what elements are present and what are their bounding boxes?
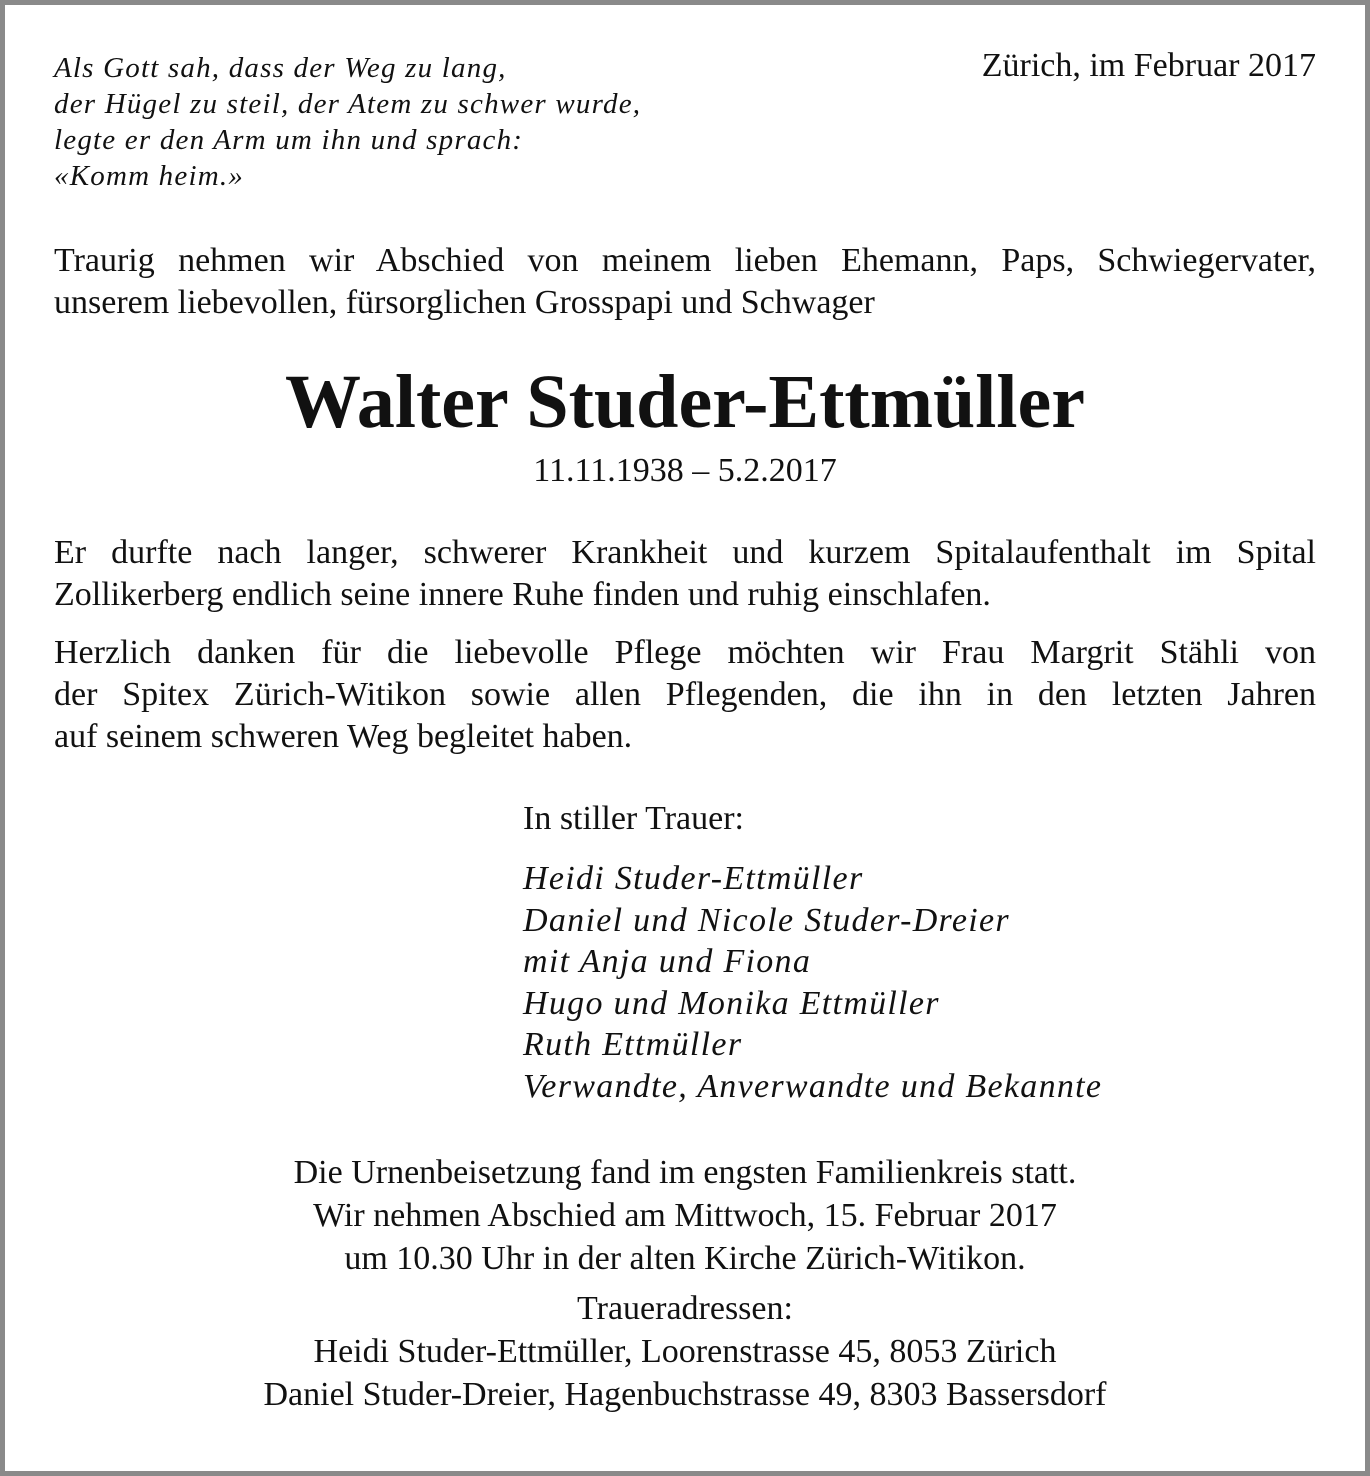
poem-line: der Hügel zu steil, der Atem zu schwer wurde,	[54, 88, 642, 120]
address-line: Heidi Studer-Ettmüller, Loorenstrasse 45, 8053 Zürich	[313, 1333, 1057, 1370]
mourning-label: In stiller Trauer:	[523, 800, 744, 837]
mourner-name: Daniel und Nicole Studer-Dreier	[523, 901, 1010, 939]
paragraph-line: Er durfte nach langer, schwerer Krankheit und kurzem Spitalaufenthalt im Spital	[54, 534, 1316, 571]
place-date: Zürich, im Februar 2017	[981, 47, 1316, 84]
paragraph-line: der Spitex Zürich-Witikon sowie allen Pflegenden, die ihn in den letzten Jahren	[54, 676, 1316, 713]
ceremony-info	[0, 1151, 1370, 1280]
mourner-name: Verwandte, Anverwandte und Bekannte	[523, 1067, 1103, 1105]
paragraph-line: Zollikerberg endlich seine innere Ruhe finden und ruhig einschlafen.	[54, 576, 991, 613]
address-line: Daniel Studer-Dreier, Hagenbuchstrasse 49, 8303 Bassersdorf	[263, 1376, 1107, 1413]
intro-line: Traurig nehmen wir Abschied von meinem lieben Ehemann, Paps, Schwiegervater,	[54, 242, 1316, 279]
mourning-addresses	[0, 1287, 1370, 1416]
ceremony-line: Wir nehmen Abschied am Mittwoch, 15. Februar 2017	[313, 1197, 1057, 1234]
mourner-name: Heidi Studer-Ettmüller	[523, 860, 864, 897]
poem-line: «Komm heim.»	[54, 160, 245, 192]
thanks-paragraph	[54, 632, 1316, 758]
mourner-name: Hugo und Monika Ettmüller	[523, 984, 940, 1022]
poem-line: legte er den Arm um ihn und sprach:	[54, 124, 524, 156]
poem	[54, 50, 641, 194]
mourners-list	[523, 858, 1102, 1107]
addresses-label: Traueradressen:	[577, 1290, 793, 1327]
intro-line: unserem liebevollen, fürsorglichen Grosspapi und Schwager	[54, 284, 875, 321]
mourner-name: Ruth Ettmüller	[523, 1026, 743, 1063]
ceremony-line: um 10.30 Uhr in der alten Kirche Zürich-Witikon.	[344, 1240, 1026, 1277]
illness-paragraph	[54, 532, 1316, 616]
poem-line: Als Gott sah, dass der Weg zu lang,	[54, 52, 507, 84]
paragraph-line: auf seinem schweren Weg begleitet haben.	[54, 718, 633, 755]
intro-text	[54, 240, 1316, 324]
life-dates: 11.11.1938 – 5.2.2017	[533, 452, 837, 489]
deceased-name: Walter Studer-Ettmüller	[285, 360, 1085, 444]
ceremony-line: Die Urnenbeisetzung fand im engsten Familienkreis statt.	[293, 1154, 1077, 1191]
mourner-name: mit Anja und Fiona	[523, 943, 812, 980]
paragraph-line: Herzlich danken für die liebevolle Pflege möchten wir Frau Margrit Stähli von	[54, 634, 1316, 671]
